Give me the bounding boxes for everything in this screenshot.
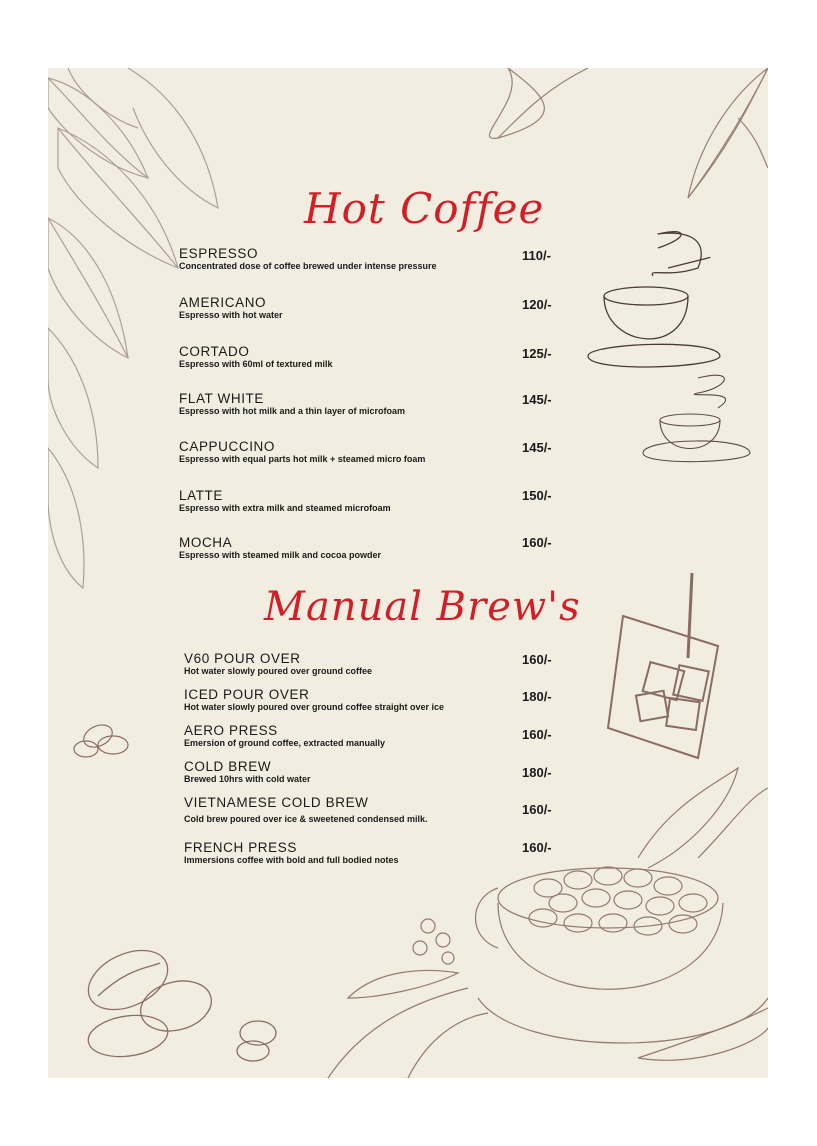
- item-description: Espresso with equal parts hot milk + steamed micro foam: [179, 454, 426, 464]
- item-description: Espresso with hot water: [179, 310, 283, 320]
- item-description: Concentrated dose of coffee brewed under intense pressure: [179, 261, 437, 271]
- menu-item-v60-pour-over: [184, 651, 372, 677]
- item-description: Espresso with 60ml of textured milk: [179, 359, 333, 369]
- item-name: CAPPUCCINO: [179, 439, 276, 454]
- item-description: Hot water slowly poured over ground coffee straight over ice: [184, 702, 445, 712]
- item-description: Immersions coffee with bold and full bodied notes: [184, 855, 399, 865]
- item-price: 160/-: [522, 652, 552, 667]
- item-price: 180/-: [522, 765, 552, 780]
- steaming-cup-icon: [588, 232, 720, 367]
- item-name: V60 POUR OVER: [184, 651, 301, 666]
- item-price: 125/-: [522, 346, 552, 361]
- item-name: CORTADO: [179, 344, 250, 359]
- item-name: LATTE: [179, 488, 224, 503]
- menu-item-cappuccino: [179, 439, 425, 465]
- item-price: 120/-: [522, 297, 552, 312]
- section-title-hot-coffee: Hot Coffee: [304, 184, 545, 233]
- coffee-bean-icon: [79, 939, 276, 1062]
- menu-item-iced-pour-over: [184, 687, 444, 713]
- item-price: 150/-: [522, 488, 552, 503]
- item-name: ESPRESSO: [179, 246, 259, 261]
- menu-item-americano: [179, 295, 283, 321]
- item-name: AMERICANO: [179, 295, 267, 310]
- menu-item-aero-press: [184, 723, 385, 749]
- item-description: Espresso with extra milk and steamed microfoam: [179, 503, 391, 513]
- item-description: Cold brew poured over ice & sweetened condensed milk.: [184, 814, 428, 824]
- menu-item-latte: [179, 488, 391, 514]
- menu-item-mocha: [179, 535, 381, 561]
- item-price: 160/-: [522, 535, 552, 550]
- iced-drink-icon: [608, 573, 718, 758]
- item-price: 145/-: [522, 392, 552, 407]
- small-steaming-cup-icon: [643, 375, 750, 461]
- menu-item-cortado: [179, 344, 333, 370]
- item-name: COLD BREW: [184, 759, 272, 774]
- item-price: 145/-: [522, 440, 552, 455]
- section-title-manual-brews: Manual Brew's: [264, 584, 581, 630]
- item-price: 180/-: [522, 689, 552, 704]
- menu-item-vietnamese-cold-brew: [184, 795, 428, 825]
- item-description: Hot water slowly poured over ground coffee: [184, 666, 373, 676]
- item-price: 160/-: [522, 802, 552, 817]
- coffee-leaf-illustration: [489, 68, 768, 198]
- item-name: MOCHA: [179, 535, 233, 550]
- item-price: 160/-: [522, 840, 552, 855]
- item-description: Emersion of ground coffee, extracted manually: [184, 738, 386, 748]
- item-name: ICED POUR OVER: [184, 687, 310, 702]
- item-name: FLAT WHITE: [179, 391, 265, 406]
- menu-item-cold-brew: [184, 759, 311, 785]
- item-name: AERO PRESS: [184, 723, 278, 738]
- item-description: Brewed 10hrs with cold water: [184, 774, 311, 784]
- menu-item-espresso: [179, 246, 437, 272]
- item-name: VIETNAMESE COLD BREW: [184, 795, 369, 810]
- item-price: 110/-: [522, 248, 551, 263]
- coffee-bean-icon: [74, 721, 128, 757]
- item-description: Espresso with hot milk and a thin layer of microfoam: [179, 406, 406, 416]
- item-name: FRENCH PRESS: [184, 840, 297, 855]
- item-description: Espresso with steamed milk and cocoa powder: [179, 550, 382, 560]
- menu-item-flat-white: [179, 391, 405, 417]
- item-price: 160/-: [522, 727, 552, 742]
- menu-page: [48, 68, 768, 1078]
- menu-item-french-press: [184, 840, 399, 866]
